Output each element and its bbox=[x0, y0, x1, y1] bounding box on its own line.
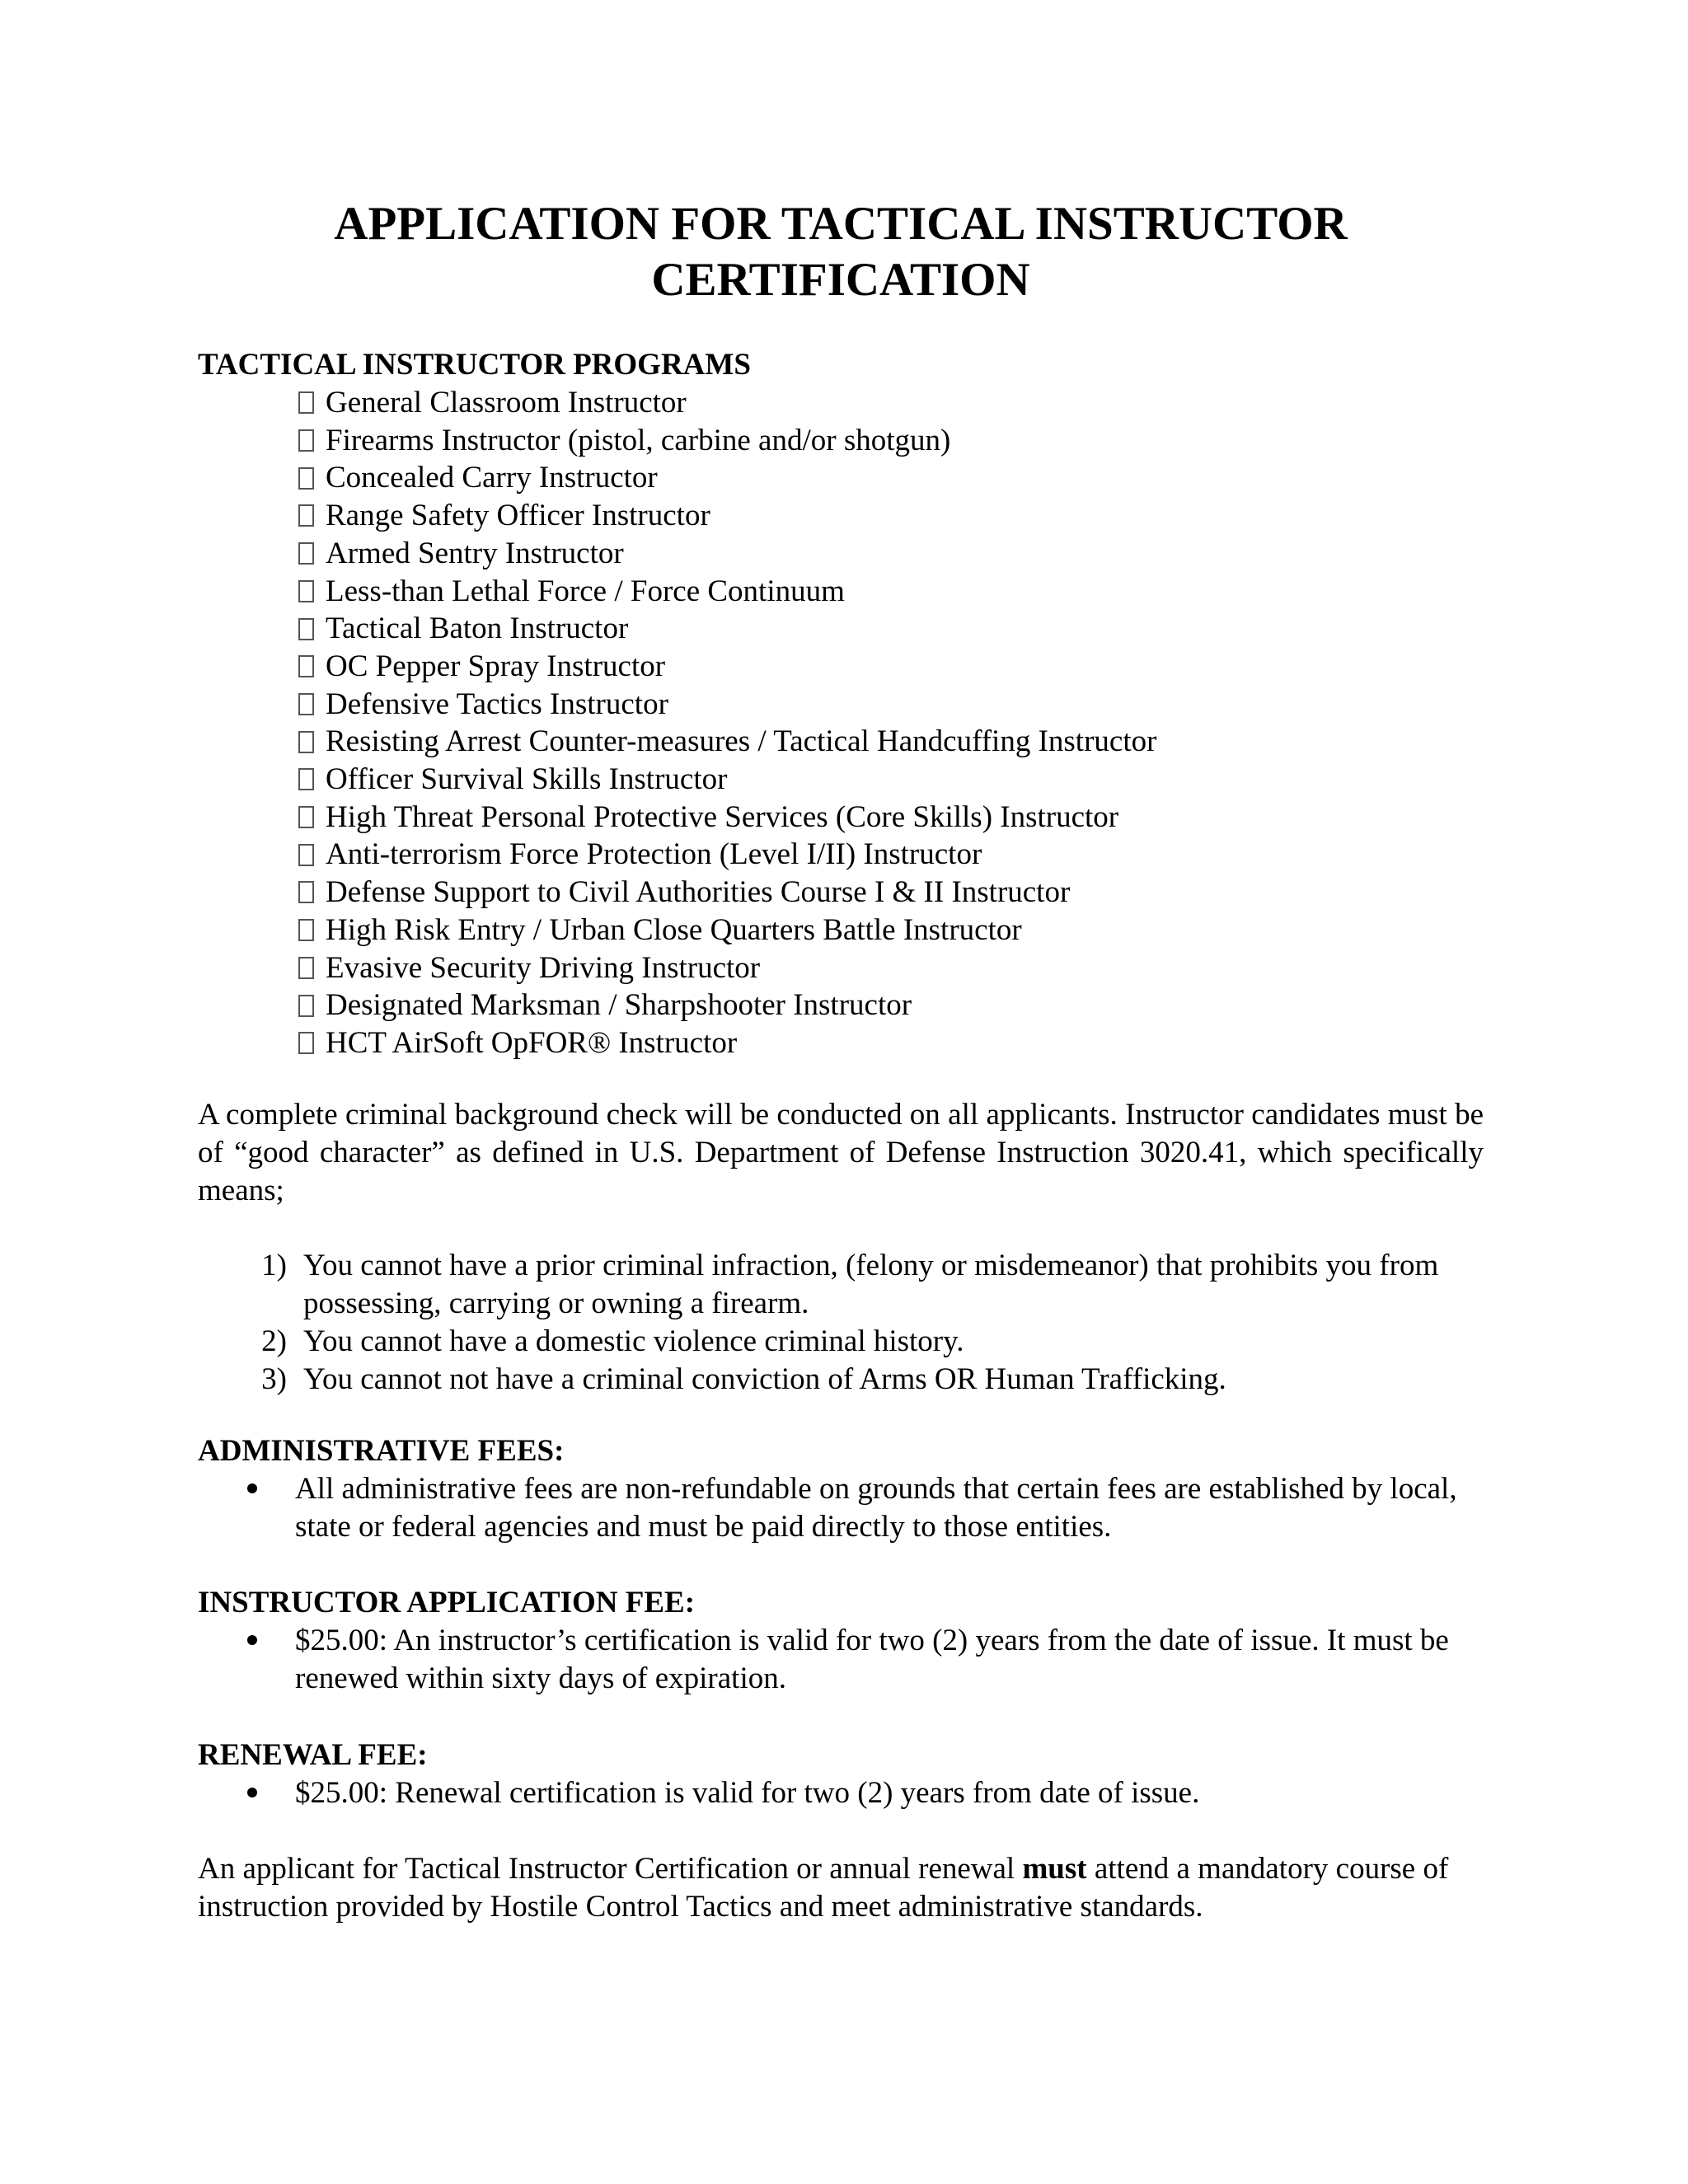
program-item[interactable] bbox=[297, 723, 1156, 761]
program-item[interactable] bbox=[297, 422, 1156, 460]
renewal-fee-heading: RENEWAL FEE: bbox=[198, 1738, 428, 1772]
program-label: Resisting Arrest Counter-measures / Tactical Handcuffing Instructor bbox=[326, 724, 1157, 759]
program-label: Anti-terrorism Force Protection (Level I/II) Instructor bbox=[326, 837, 982, 872]
closing-text-end: attend a mandatory course of instruction provided by Hostile Control Tactics and meet administrative standards. bbox=[198, 1852, 1449, 1924]
closing-text-start: An applicant for Tactical Instructor Certification or annual renewal bbox=[198, 1852, 1023, 1886]
programs-list bbox=[297, 384, 1156, 1062]
program-item[interactable] bbox=[297, 1024, 1156, 1062]
program-item[interactable] bbox=[297, 610, 1156, 648]
requirement-text: You cannot have a domestic violence criminal history. bbox=[303, 1324, 964, 1358]
requirement-number: 3) bbox=[261, 1362, 287, 1396]
administrative-fees-heading: ADMINISTRATIVE FEES: bbox=[198, 1434, 565, 1468]
closing-text-emphasis: must bbox=[1022, 1852, 1087, 1886]
checkbox-icon[interactable] bbox=[298, 618, 314, 640]
requirement-number: 2) bbox=[261, 1324, 287, 1358]
program-item[interactable] bbox=[297, 987, 1156, 1024]
bullet-icon bbox=[198, 1470, 295, 1546]
checkbox-icon[interactable] bbox=[298, 768, 314, 790]
requirements-list bbox=[198, 1247, 1484, 1399]
checkbox-icon[interactable] bbox=[298, 580, 314, 602]
bullet-icon bbox=[198, 1622, 295, 1698]
checkbox-icon[interactable] bbox=[298, 844, 314, 866]
program-item[interactable] bbox=[297, 497, 1156, 535]
program-label: Defense Support to Civil Authorities Course I & II Instructor bbox=[326, 875, 1071, 910]
application-fee-list bbox=[198, 1622, 1484, 1698]
program-item[interactable] bbox=[297, 836, 1156, 874]
requirement-item bbox=[198, 1247, 1484, 1323]
program-label: Firearms Instructor (pistol, carbine and/or shotgun) bbox=[326, 423, 951, 457]
program-label: Range Safety Officer Instructor bbox=[326, 499, 710, 533]
program-item[interactable] bbox=[297, 459, 1156, 497]
checkbox-icon[interactable] bbox=[298, 731, 314, 753]
checkbox-icon[interactable] bbox=[298, 542, 314, 565]
program-item[interactable] bbox=[297, 686, 1156, 724]
program-label: Armed Sentry Instructor bbox=[326, 536, 624, 570]
checkbox-icon[interactable] bbox=[298, 995, 314, 1017]
requirement-text: You cannot not have a criminal conviction of Arms OR Human Trafficking. bbox=[303, 1362, 1226, 1396]
program-item[interactable] bbox=[297, 949, 1156, 987]
checkbox-icon[interactable] bbox=[298, 957, 314, 979]
program-item[interactable] bbox=[297, 573, 1156, 611]
program-label: Officer Survival Skills Instructor bbox=[326, 762, 728, 797]
checkbox-icon[interactable] bbox=[298, 391, 314, 414]
checkbox-icon[interactable] bbox=[298, 881, 314, 903]
program-label: HCT AirSoft OpFOR® Instructor bbox=[326, 1025, 738, 1060]
program-item[interactable] bbox=[297, 912, 1156, 949]
checkbox-icon[interactable] bbox=[298, 467, 314, 490]
background-check-paragraph: A complete criminal background check will be conducted on all applicants. Instructor candidates must be of “good character” as defined in U.S. Department of Defense Instruction 3020.41, which specifically means; bbox=[198, 1098, 1484, 1207]
requirement-item bbox=[198, 1323, 1484, 1361]
checkbox-icon[interactable] bbox=[298, 1032, 314, 1054]
program-label: High Risk Entry / Urban Close Quarters Battle Instructor bbox=[326, 912, 1022, 947]
page-title-line-2: CERTIFICATION bbox=[651, 254, 1030, 306]
program-item[interactable] bbox=[297, 761, 1156, 799]
program-label: Concealed Carry Instructor bbox=[326, 461, 658, 495]
program-label: Defensive Tactics Instructor bbox=[326, 687, 668, 721]
requirement-item bbox=[198, 1361, 1484, 1399]
program-item[interactable] bbox=[297, 648, 1156, 686]
closing-paragraph bbox=[198, 1850, 1484, 1926]
bullet-icon bbox=[198, 1774, 295, 1812]
renewal-fee-text: $25.00: Renewal certification is valid for two (2) years from date of issue. bbox=[295, 1776, 1200, 1810]
page-title-line-1: APPLICATION FOR TACTICAL INSTRUCTOR bbox=[334, 198, 1348, 250]
program-label: Tactical Baton Instructor bbox=[326, 612, 629, 646]
list-item bbox=[198, 1470, 1484, 1546]
checkbox-icon[interactable] bbox=[298, 806, 314, 828]
requirement-text: You cannot have a prior criminal infraction, (felony or misdemeanor) that prohibits you from possessing, carrying or owning a firearm. bbox=[303, 1249, 1439, 1320]
program-label: Evasive Security Driving Instructor bbox=[326, 950, 761, 985]
program-label: General Classroom Instructor bbox=[326, 386, 687, 419]
checkbox-icon[interactable] bbox=[298, 655, 314, 677]
program-label: High Threat Personal Protective Services (Core Skills) Instructor bbox=[326, 799, 1119, 834]
renewal-fee-list bbox=[198, 1774, 1484, 1812]
application-fee-text: $25.00: An instructor’s certification is valid for two (2) years from the date of issue. It must be renewed within sixty days of expiration. bbox=[295, 1624, 1449, 1695]
program-label: OC Pepper Spray Instructor bbox=[326, 649, 666, 683]
requirement-number: 1) bbox=[261, 1249, 287, 1282]
administrative-fees-list bbox=[198, 1470, 1484, 1546]
program-item[interactable] bbox=[297, 874, 1156, 912]
page-title bbox=[198, 196, 1484, 308]
checkbox-icon[interactable] bbox=[298, 693, 314, 715]
program-item[interactable] bbox=[297, 799, 1156, 837]
application-fee-heading: INSTRUCTOR APPLICATION FEE: bbox=[198, 1586, 696, 1619]
checkbox-icon[interactable] bbox=[298, 504, 314, 527]
programs-heading: TACTICAL INSTRUCTOR PROGRAMS bbox=[198, 348, 751, 382]
administrative-fees-text: All administrative fees are non-refundable on grounds that certain fees are established by local, state or federal agencies and must be paid directly to those entities. bbox=[295, 1472, 1457, 1544]
program-item[interactable] bbox=[297, 535, 1156, 573]
program-label: Designated Marksman / Sharpshooter Instructor bbox=[326, 988, 912, 1023]
program-item[interactable] bbox=[297, 384, 1156, 422]
list-item bbox=[198, 1774, 1484, 1812]
program-label: Less-than Lethal Force / Force Continuum bbox=[326, 574, 845, 608]
list-item bbox=[198, 1622, 1484, 1698]
checkbox-icon[interactable] bbox=[298, 919, 314, 941]
checkbox-icon[interactable] bbox=[298, 429, 314, 452]
